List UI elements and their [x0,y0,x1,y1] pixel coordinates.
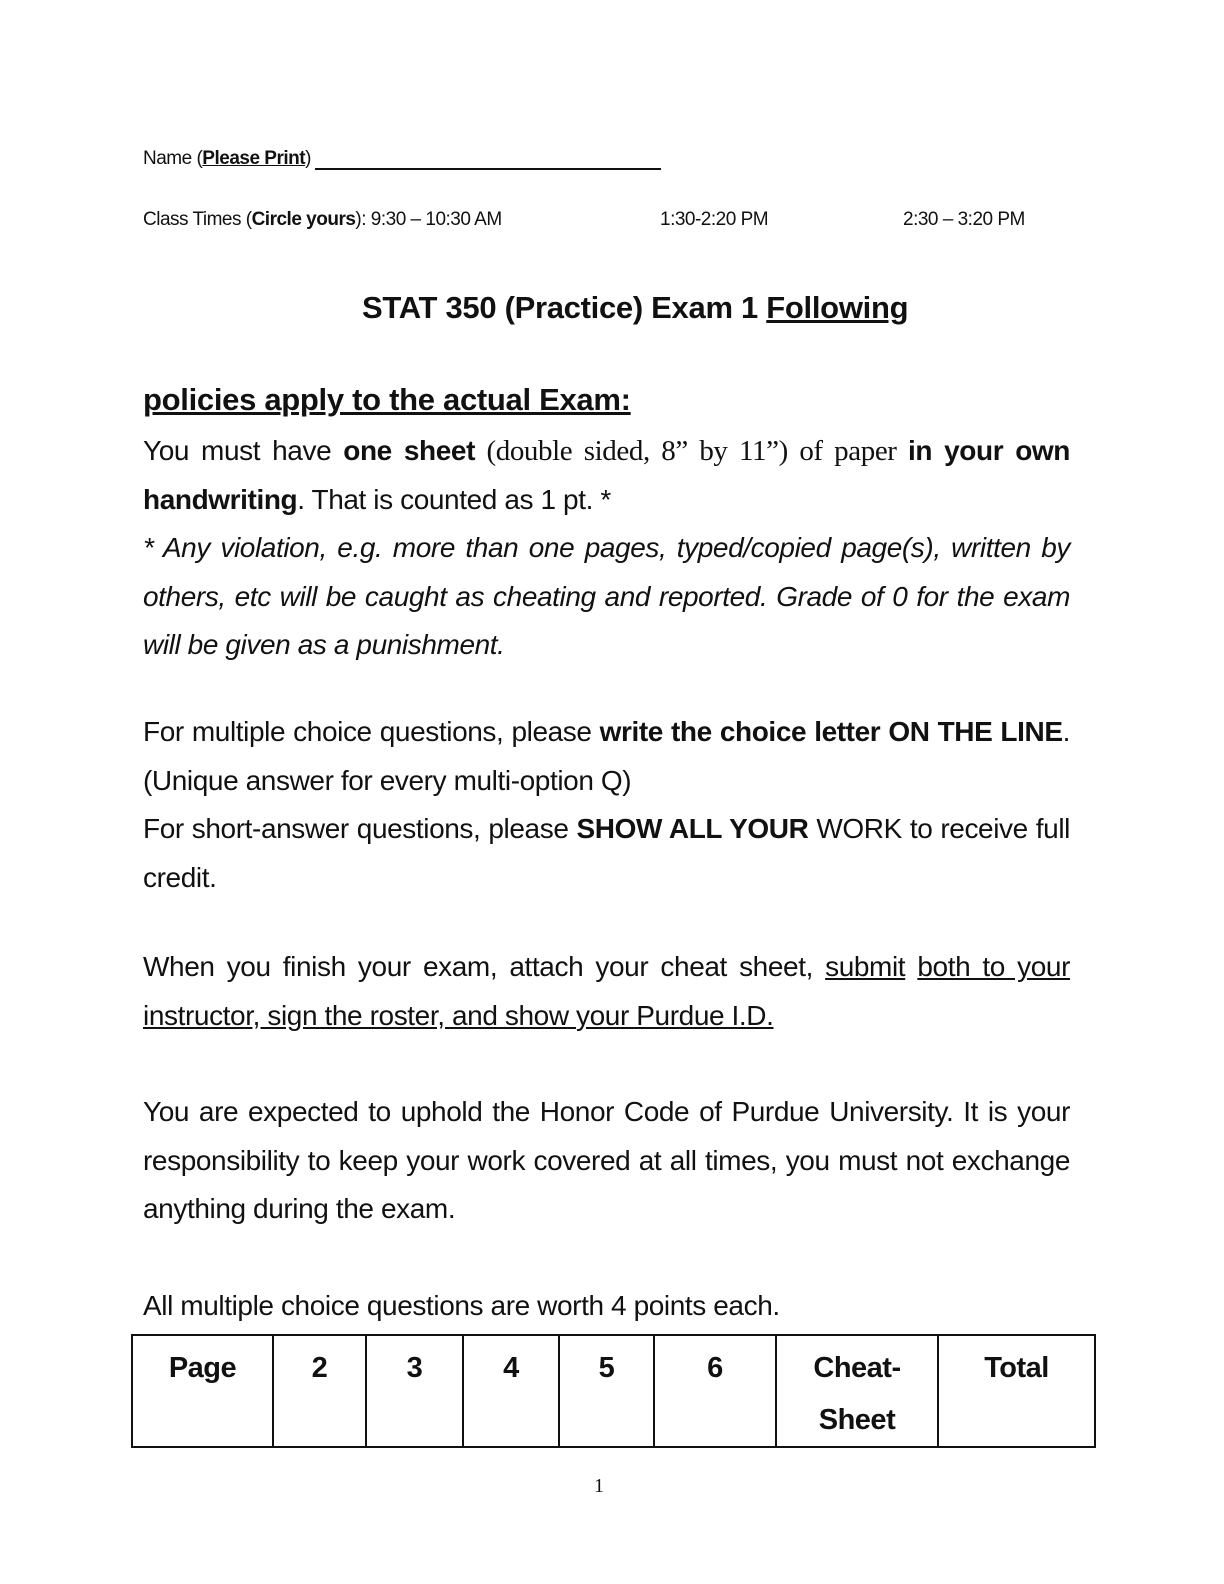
col-page: Page [132,1335,273,1447]
honor-code-paragraph: You are expected to uphold the Honor Code of Purdue University. It is your responsibility to keep your work covered at all times, you must not exchange anything during the exam. [143,1096,1070,1224]
policies-heading: policies apply to the actual Exam: [143,382,631,417]
page-number: 1 [594,1475,604,1497]
circle-yours-label: Circle yours [251,209,356,230]
please-print-label: Please Print [202,148,306,169]
name-field-row: Name (Please Print) [143,146,661,170]
short-answer-rule: For short-answer questions, please SHOW ALL YOUR WORK to receive full credit. [143,813,1070,893]
col-page-6: 6 [654,1335,776,1447]
col-cheat-sheet: Cheat- Sheet [776,1335,938,1447]
following-word: Following [766,290,909,325]
score-table-row [132,1335,1095,1447]
class-time-3: 2:30 – 3:20 PM [903,209,1025,230]
score-table [131,1334,1096,1448]
col-total: Total [938,1335,1095,1447]
violation-note: * Any violation, e.g. more than one pages, typed/copied page(s), written by others, etc will be caught as cheating and reported. Grade of 0 for the exam will be given as a punishment. [143,532,1070,660]
col-page-4: 4 [463,1335,559,1447]
class-times-row: Class Times (Circle yours): 9:30 – 10:30 AM [143,209,502,230]
col-page-5: 5 [559,1335,654,1447]
col-page-2: 2 [273,1335,366,1447]
points-note: All multiple choice questions are worth 4 points each. [143,1290,780,1321]
exam-title: STAT 350 (Practice) Exam 1 Following [362,290,909,325]
multiple-choice-rule: For multiple choice questions, please write the choice letter ON THE LINE. (Unique answer for every multi-option Q) [143,716,1070,796]
finish-rule: When you finish your exam, attach your cheat sheet, submit both to your instructor, sign the roster, and show your Purdue I.D. [143,951,1070,1031]
col-page-3: 3 [366,1335,463,1447]
name-blank-line[interactable] [315,146,661,170]
name-label: Name [143,148,192,169]
sheet-rule-paragraph: You must have one sheet (double sided, 8” by 11”) of paper in your own handwriting. That is counted as 1 pt. * [143,435,1070,515]
class-time-2: 1:30-2:20 PM [660,209,769,230]
